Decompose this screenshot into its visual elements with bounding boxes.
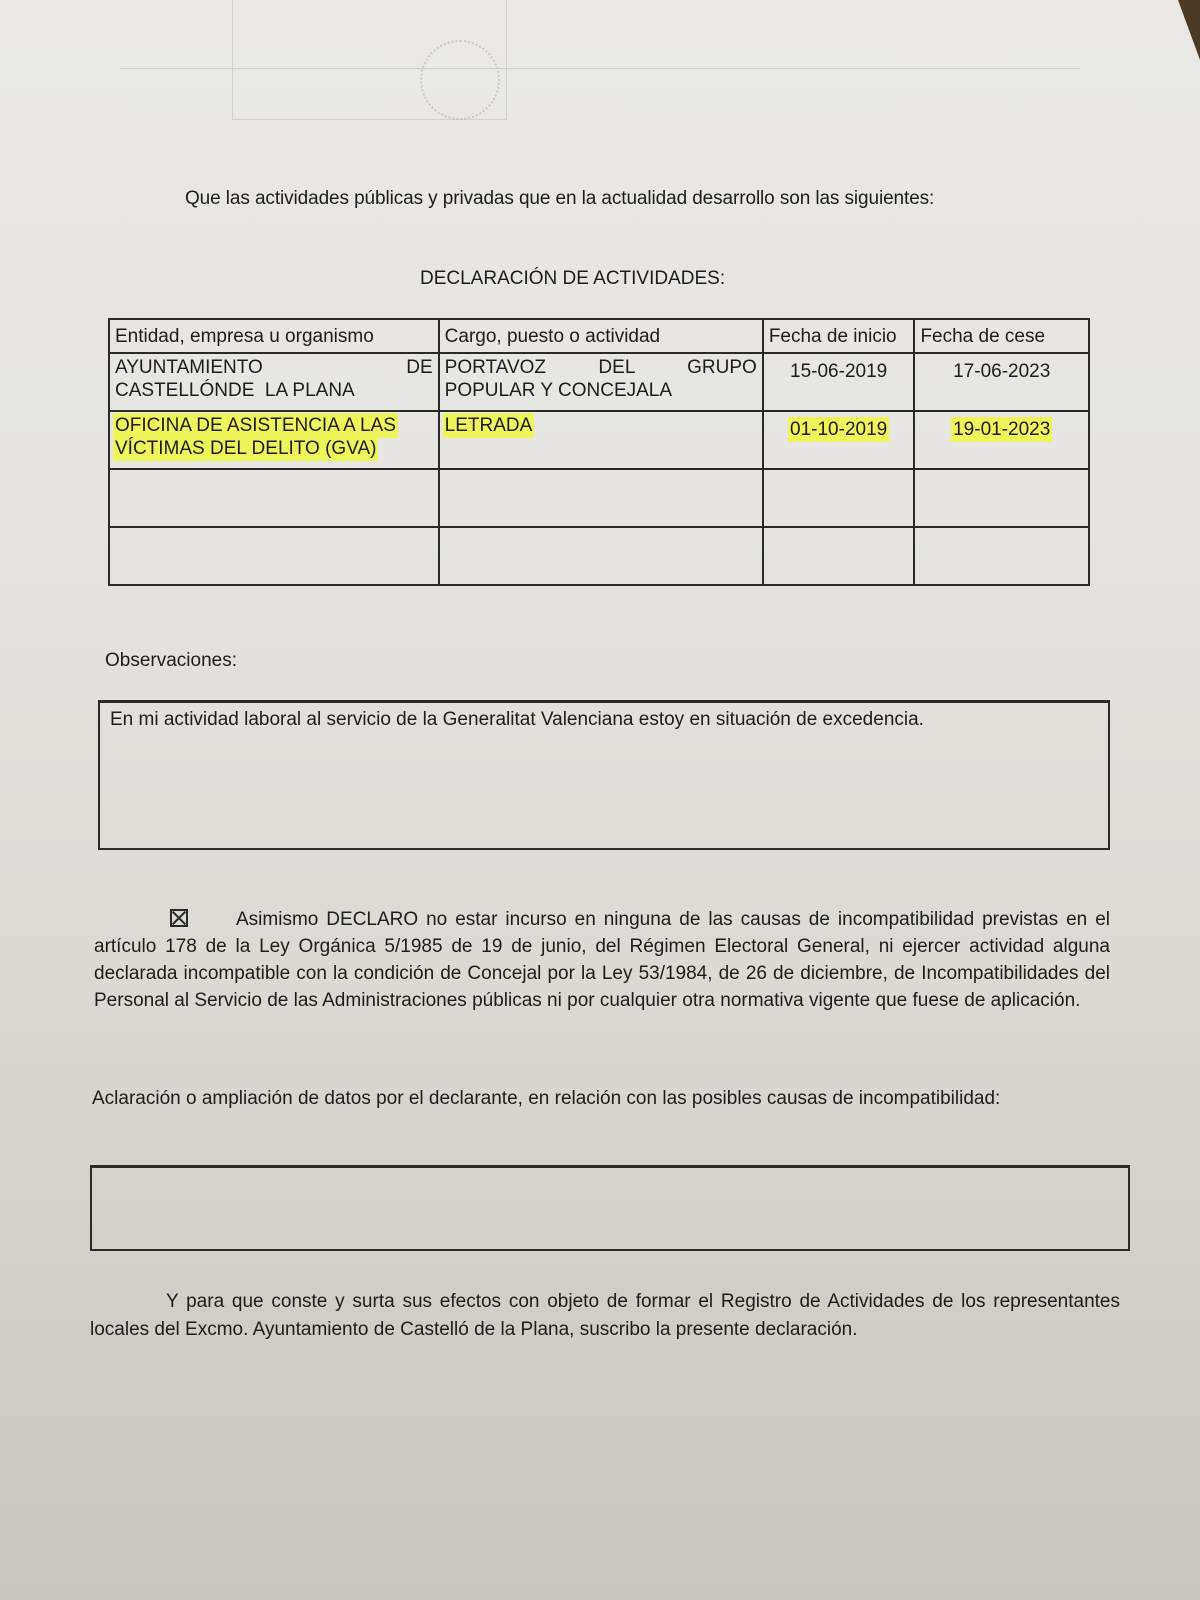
bleed-through-line <box>120 68 1080 69</box>
table-row <box>109 411 1089 469</box>
aclaracion-label: Aclaración o ampliación de datos por el declarante, en relación con las posibles causas de incompatibilidad: <box>92 1088 1001 1109</box>
aclaracion-box <box>90 1165 1130 1251</box>
entidad-line1-end: DE <box>406 357 433 378</box>
closing-paragraph <box>90 1288 1120 1344</box>
table-row <box>109 353 1089 411</box>
cell-empty <box>763 469 915 527</box>
cargo-line2: POPULAR Y CONCEJALA <box>444 380 673 401</box>
activities-table <box>108 318 1090 586</box>
cell-empty <box>109 527 439 585</box>
cell-cargo <box>439 411 763 469</box>
cell-empty <box>914 469 1089 527</box>
intro-text: Que las actividades públicas y privadas que en la actualidad desarrollo son las siguientes: <box>185 188 935 209</box>
entidad-line2: CASTELLÓNDE LA PLANA <box>115 380 355 401</box>
header-fecha-inicio: Fecha de inicio <box>763 319 915 353</box>
cargo-line1: LETRADA <box>444 415 533 436</box>
cell-empty <box>763 527 915 585</box>
closing-text: Y para que conste y surta sus efectos con objeto de formar el Registro de Actividades de los representantes locales del Excmo. Ayuntamiento de Castelló de la Plana, suscribo la presente declaración. <box>90 1291 1120 1340</box>
declaro-text: Asimismo DECLARO no estar incurso en ninguna de las causas de incompatibilidad previstas en el artículo 178 de la Ley Orgánica 5/1985 de 19 de junio, del Régimen Electoral General, ni ejercer actividad alguna declarada incompatible con la condición de Concejal por la Ley 53/1984, de 26 de diciembre, de Incompatibilidades del Personal al Servicio de las Administraciones públicas ni por cualquier otra normativa vigente que fuese de aplicación. <box>94 909 1110 1011</box>
fecha-inicio-value: 01-10-2019 <box>790 419 888 440</box>
header-entidad: Entidad, empresa u organismo <box>109 319 439 353</box>
cell-fecha-inicio <box>763 411 915 469</box>
declaro-checkbox[interactable] <box>170 909 188 927</box>
background-corner <box>1178 0 1200 60</box>
cell-empty <box>439 469 763 527</box>
entidad-line1-start: AYUNTAMIENTO <box>115 357 263 378</box>
bleed-through-seal <box>420 40 500 120</box>
observaciones-box <box>98 700 1110 850</box>
table-row-empty <box>109 469 1089 527</box>
cell-fecha-inicio: 15-06-2019 <box>763 353 915 411</box>
cell-empty <box>109 469 439 527</box>
cell-entidad <box>109 353 439 411</box>
cell-empty <box>914 527 1089 585</box>
observaciones-label: Observaciones: <box>105 650 238 671</box>
cell-cargo <box>439 353 763 411</box>
table-row-empty <box>109 527 1089 585</box>
cell-entidad <box>109 411 439 469</box>
entidad-line2: VÍCTIMAS DEL DELITO (GVA) <box>115 438 377 459</box>
cell-fecha-cese: 17-06-2023 <box>914 353 1089 411</box>
entidad-line1: OFICINA DE ASISTENCIA A LAS <box>115 415 396 436</box>
header-cargo: Cargo, puesto o actividad <box>439 319 763 353</box>
header-fecha-cese: Fecha de cese <box>914 319 1089 353</box>
cell-empty <box>439 527 763 585</box>
section-title: DECLARACIÓN DE ACTIVIDADES: <box>420 268 726 289</box>
fecha-cese-value: 19-01-2023 <box>953 419 1051 440</box>
cargo-line1: PORTAVOZ DEL GRUPO <box>444 357 757 378</box>
table-header-row <box>109 319 1089 353</box>
declaro-paragraph <box>94 906 1110 1014</box>
observaciones-text: En mi actividad laboral al servicio de la Generalitat Valenciana estoy en situación de excedencia. <box>110 709 924 730</box>
cell-fecha-cese <box>914 411 1089 469</box>
